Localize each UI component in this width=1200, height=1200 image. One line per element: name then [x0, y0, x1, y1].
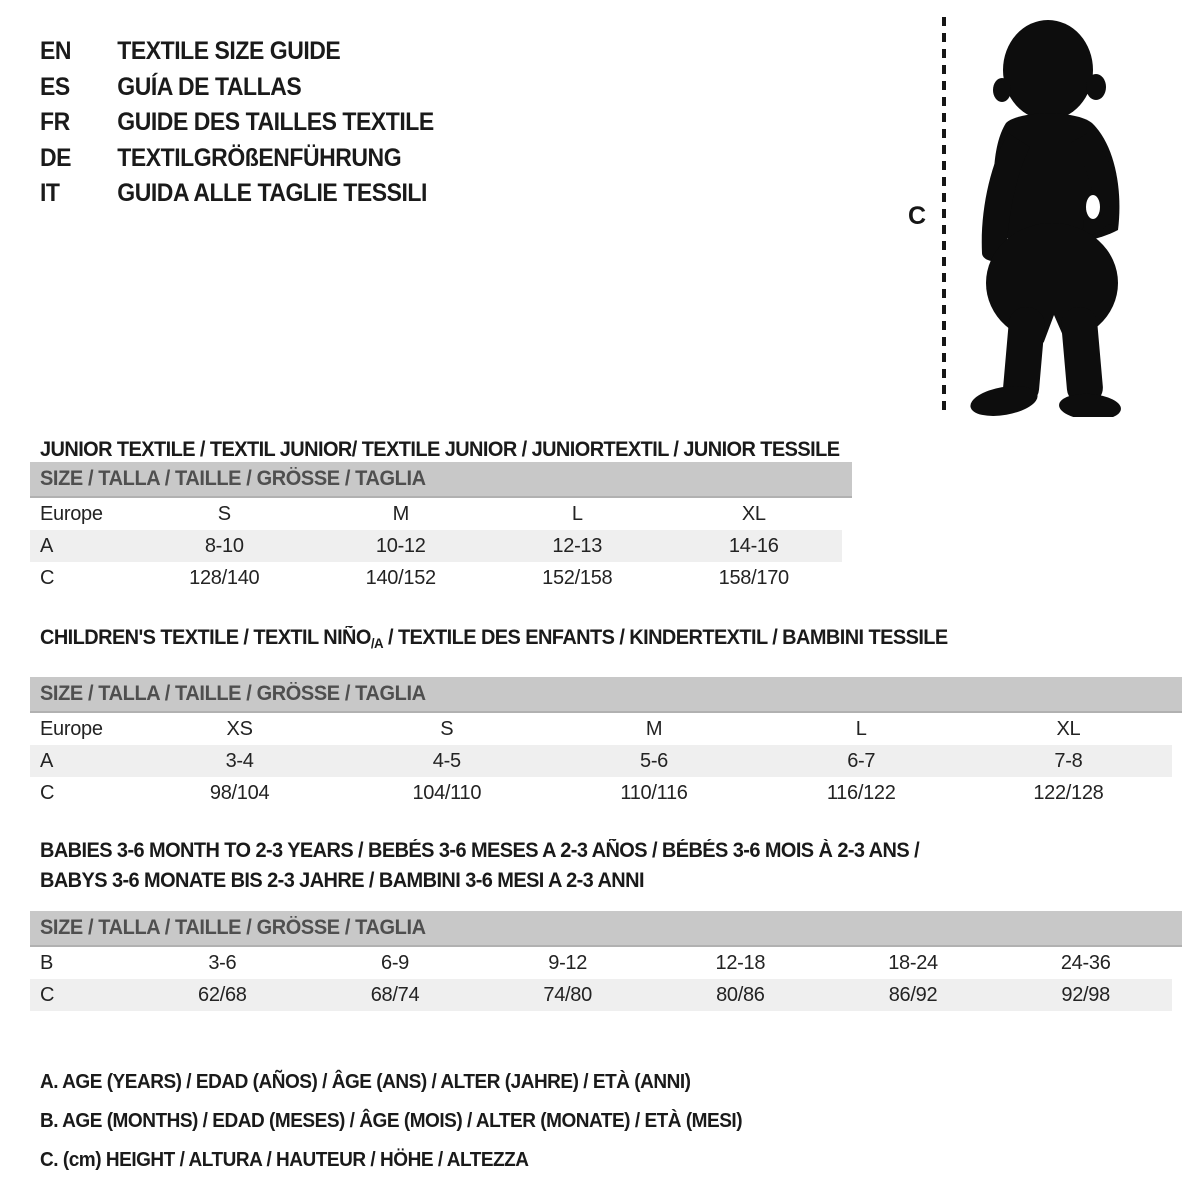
- height-figure: [908, 15, 1132, 417]
- section-junior: [30, 438, 1200, 594]
- size-value: XS: [226, 717, 253, 740]
- language-code: FR: [40, 108, 70, 137]
- size-value: 158/170: [718, 566, 789, 589]
- table-row: [30, 979, 1172, 1011]
- size-header-bar: [30, 911, 1182, 947]
- language-row: [40, 176, 434, 212]
- table-row: [30, 562, 842, 594]
- footnote-b: B. AGE (MONTHS) / EDAD (MESES) / ÂGE (MOIS) / ALTER (MONATE) / ETÀ (MESI): [40, 1110, 743, 1132]
- language-title: GUIDE DES TAILLES TEXTILE: [117, 108, 434, 137]
- size-value: 62/68: [198, 983, 247, 1006]
- size-value: 5-6: [640, 749, 669, 772]
- size-value: 10-12: [375, 534, 426, 557]
- size-value: 24-36: [1060, 951, 1111, 974]
- size-value: 7-8: [1054, 749, 1083, 772]
- language-title-list: [40, 34, 468, 212]
- size-value: 6-7: [847, 749, 876, 772]
- section-title-text: CHILDREN'S TEXTILE / TEXTIL NIÑO: [40, 626, 371, 649]
- table-row: [30, 530, 842, 562]
- size-value: L: [571, 502, 583, 525]
- size-value: L: [855, 717, 867, 740]
- row-label: C: [40, 566, 55, 589]
- row-label: Europe: [40, 502, 103, 525]
- size-value: 116/122: [826, 781, 896, 804]
- language-code: IT: [40, 179, 60, 208]
- row-label: A: [40, 749, 54, 772]
- size-value: XL: [1056, 717, 1081, 740]
- section-title-text: / TEXTILE DES ENFANTS / KINDERTEXTIL / BAMBINI TESSILE: [383, 626, 948, 649]
- table-row: [30, 777, 1172, 809]
- footnotes: [40, 1063, 1200, 1180]
- size-header-label: SIZE / TALLA / TAILLE / GRÖSSE / TAGLIA: [40, 682, 426, 705]
- size-value: 122/128: [1033, 781, 1104, 804]
- size-value: 8-10: [204, 534, 244, 557]
- size-value: 152/158: [542, 566, 613, 589]
- language-row: [40, 70, 434, 106]
- section-title: [40, 836, 1142, 896]
- language-title: GUÍA DE TALLAS: [117, 72, 302, 101]
- language-title: GUIDA ALLE TAGLIE TESSILI: [117, 179, 427, 208]
- size-header-bar: [30, 677, 1182, 713]
- footnote-a: A. AGE (YEARS) / EDAD (AÑOS) / ÂGE (ANS) / ALTER (JAHRE) / ETÀ (ANNI): [40, 1071, 691, 1093]
- section-children: [30, 626, 1200, 809]
- section-title-text: JUNIOR TEXTILE / TEXTIL JUNIOR/ TEXTILE JUNIOR / JUNIORTEXTIL / JUNIOR TESSILE: [40, 438, 840, 461]
- size-value: 140/152: [365, 566, 436, 589]
- row-label: C: [40, 983, 55, 1006]
- size-value: 92/98: [1061, 983, 1110, 1006]
- size-value: S: [440, 717, 454, 740]
- row-label: Europe: [40, 717, 103, 740]
- size-table: [30, 498, 842, 594]
- size-table: [30, 713, 1172, 809]
- size-value: 12-18: [715, 951, 766, 974]
- size-value: S: [217, 502, 231, 525]
- size-value: 80/86: [716, 983, 765, 1006]
- size-value: 3-6: [208, 951, 237, 974]
- size-value: 18-24: [888, 951, 938, 974]
- size-value: 128/140: [189, 566, 260, 589]
- size-value: M: [645, 717, 663, 740]
- size-header-label: SIZE / TALLA / TAILLE / GRÖSSE / TAGLIA: [40, 467, 426, 490]
- size-value: 6-9: [381, 951, 410, 974]
- language-row: [40, 105, 434, 141]
- size-value: 14-16: [728, 534, 779, 557]
- section-title-subscript: /A: [370, 635, 384, 651]
- size-value: 68/74: [370, 983, 420, 1006]
- size-value: 74/80: [543, 983, 592, 1006]
- height-dashed-line: [942, 17, 946, 415]
- size-value: XL: [741, 502, 766, 525]
- size-value: 86/92: [888, 983, 938, 1006]
- size-value: M: [392, 502, 409, 525]
- height-measure-label: C: [908, 201, 927, 230]
- section-title: [40, 438, 1142, 462]
- size-value: 9-12: [548, 951, 588, 974]
- row-label: A: [40, 534, 54, 557]
- table-row: [30, 713, 1172, 745]
- size-header-bar: [30, 462, 852, 498]
- language-title: TEXTILGRÖßENFÜHRUNG: [117, 143, 402, 172]
- size-header-label: SIZE / TALLA / TAILLE / GRÖSSE / TAGLIA: [40, 916, 426, 939]
- section-title-line1: BABIES 3-6 MONTH TO 2-3 YEARS / BEBÉS 3-6 MESES A 2-3 AÑOS / BÉBÉS 3-6 MOIS À 2-3 ANS /: [40, 839, 920, 862]
- table-row: [30, 745, 1172, 777]
- size-value: 3-4: [225, 749, 254, 772]
- size-value: 4-5: [432, 749, 461, 772]
- language-row: [40, 34, 434, 70]
- size-value: 98/104: [209, 781, 270, 804]
- language-code: ES: [40, 72, 70, 101]
- table-row: [30, 498, 842, 530]
- row-label: B: [40, 951, 54, 974]
- size-value: 12-13: [552, 534, 603, 557]
- section-title: [40, 626, 1142, 655]
- table-row: [30, 947, 1172, 979]
- footnote-c: C. (cm) HEIGHT / ALTURA / HAUTEUR / HÖHE / ALTEZZA: [40, 1149, 529, 1171]
- language-code: EN: [40, 37, 72, 66]
- language-row: [40, 141, 434, 177]
- section-babies: [30, 836, 1200, 1011]
- toddler-silhouette-icon: [960, 15, 1132, 417]
- section-title-line2: BABYS 3-6 MONATE BIS 2-3 JAHRE / BAMBINI 3-6 MESI A 2-3 ANNI: [40, 869, 644, 892]
- language-title: TEXTILE SIZE GUIDE: [117, 37, 341, 66]
- row-label: C: [40, 781, 55, 804]
- size-value: 110/116: [620, 781, 688, 804]
- size-value: 104/110: [412, 781, 482, 804]
- size-table: [30, 947, 1172, 1011]
- language-code: DE: [40, 143, 72, 172]
